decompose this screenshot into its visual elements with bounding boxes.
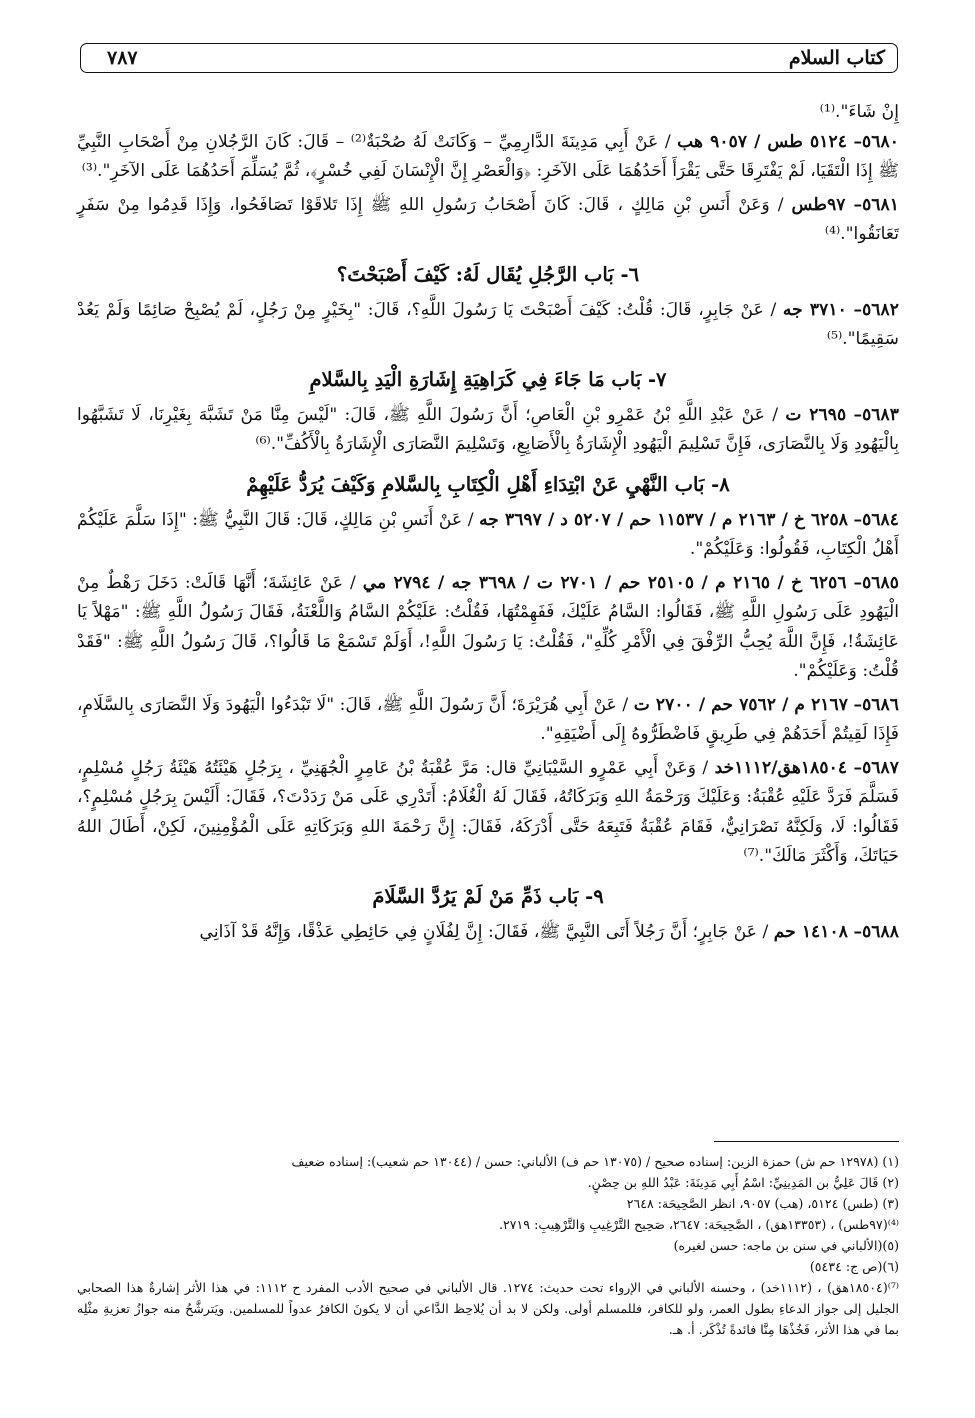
hadith-text: / وَعَنْ أَبِي عَمْرٍو السَّيْبَانِيِّ قال: مَرَّ عُقْبَةُ بْنُ عَامِرٍ الْجُهَنِيِّ ، بِرَجُلٍ هَيْئَتُهُ هَيْئَةُ رَجُلٍ مُسْلِمٍ، فَسَلَّمَ فَرَدَّ عَلَيْهِ عُقْبَةُ: وَعَلَيْكَ وَرَحْمَةُ اللهِ وَبَرَكَاتُهُ، فَقَالَ لَهُ الْغُلَامُ: أَتَدْرِي عَلَى مَنْ رَدَدْتَ؟، فَقَالَ: أَلَيْسَ بِرَجُلٍ مُسْلِمٍ؟، فَقَالُوا: لَا، وَلَكِنَّهُ نَصْرَانِيٌّ، فَقَامَ عُقْبَةُ فَتَبِعَهُ حَتَّى أَدْرَكَهُ، فَقَالَ: إِنَّ رَحْمَةَ اللهِ وَبَرَكَاتِهِ عَلَى الْمُؤْمِنِينَ، لَكِنْ، أَطَالَ اللهُ حَيَاتَكَ، وَأَكْثَرَ مَالَكَ".⁽⁷⁾ [77, 757, 899, 866]
hadith-number: ٥٦٨٧– [853, 757, 900, 778]
hadith-5688 [77, 918, 899, 948]
hadith-number: ٥٦٨٥– [853, 572, 899, 593]
footnote-number: (٥) [882, 1238, 899, 1253]
hadith-5682 [77, 296, 899, 355]
chapter-heading-6: ٦- بَاب الرَّجُلِ يُقَال لَهُ: كَيْفَ أَصْبَحْتَ؟ [336, 262, 640, 286]
hadith-text: / عَنْ جَابِرٍ؛ أَنَّ رَجُلاً أَتَى النَّبِيَّ ﷺ، فَقَالَ: إِنَّ لِفُلَانٍ فِي حَائِطِي عَذْقًا، وَإِنَّهُ قَدْ آذَانِي [199, 921, 769, 942]
hadith-refs: ٣٧١٠ جه [782, 299, 847, 320]
page-number: ٧٨٧ [107, 47, 138, 69]
footnote-4 [77, 1214, 899, 1235]
footnote-number: (٦) [882, 1259, 899, 1274]
hadith-text: / عَنْ أَنَسِ بْنِ مَالِكٍ، قَالَ: قَالَ النَّبِيُّ ﷺ: "إِذَا سَلَّمَ عَلَيْكُمْ أَهْلُ الْكِتَابِ، فَقُولُوا: وَعَلَيْكُمْ". [77, 509, 899, 559]
footnote-2 [77, 1172, 899, 1193]
hadith-refs: ٢١٦٧ م / ٧٥٦٢ حم / ٢٧٠٠ ت [633, 694, 848, 715]
hadith-5687 [77, 754, 899, 872]
hadith-number: ٥٦٨٣– [853, 404, 900, 425]
footnote-text: (طس) ٥١٢٤، (هب) ٩٠٥٧، انظر الصَّحِيحَة: ٢٦٤٨ [626, 1196, 879, 1211]
hadith-refs: ٦٢٥٨ خ / ٢١٦٣ م / ١١٥٣٧ حم / ٥٢٠٧ د / ٣٦٩٧ جه [479, 509, 848, 530]
footnote-text: (الألباني في سنن بن ماجه: حسن لغيره) [673, 1238, 883, 1253]
chapter-heading-7: ٧- بَاب مَا جَاءَ فِي كَرَاهِيَةِ إِشَارَةِ الْيَدِ بِالسَّلامِ [309, 367, 667, 391]
footnote-text: قَالَ عَلِيُّ بن المَدِينِيِّ: اسْمُ أَبِي مَدِينَةَ: عَبْدُ اللهِ بن حِصْنٍ. [587, 1175, 879, 1190]
footnote-5 [77, 1235, 899, 1256]
hadith-5684 [77, 506, 899, 565]
footnote-number: (٢) [882, 1175, 899, 1190]
hadith-number: ٥٦٨٦– [853, 694, 900, 715]
footnote-6 [77, 1256, 899, 1277]
hadith-text: / عَنْ عَائِشَةَ؛ أَنَّهَا قَالَتْ: دَخَلَ رَهْطٌ مِنْ الْيَهُودِ عَلَى رَسُولِ اللَّهِ ﷺ، فَقَالُوا: السَّامُ عَلَيْكَ، فَفَهِمْتُهَا، فَقُلْتُ: عَلَيْكُمْ السَّامُ وَاللَّعْنَةُ، فَقَالَ رَسُولُ اللَّهِ ﷺ: "مَهْلاً يَا عَائِشَةُ!، فَإِنَّ اللَّهَ يُحِبُّ الرِّفْقَ فِي الْأَمْرِ كُلِّهِ"، فَقُلْتُ: يَا رَسُولَ اللَّهِ!، أَوَلَمْ تَسْمَعْ مَا قَالُوا؟، قَالَ رَسُولُ اللَّهِ ﷺ: "فَقَدْ قُلْتُ: وَعَلَيْكُمْ". [77, 572, 899, 681]
hadith-5686 [77, 691, 899, 750]
hadith-text: / عَنْ جَابِرٍ، قَالَ: قُلْتُ: كَيْفَ أَصْبَحْتَ يَا رَسُولَ اللَّهِ؟، قَالَ: "بِخَيْرٍ مِنْ رَجُلٍ، لَمْ يُصْبِحْ صَائِمًا وَلَمْ يَعُدْ سَقِيمًا".⁽⁵⁾ [77, 299, 899, 349]
hadith-refs: ٦٢٥٦ خ / ٢١٦٥ م / ٢٥١٠٥ حم / ٢٧٠١ ت / ٣٦٩٨ جه / ٢٧٩٤ مي [362, 572, 847, 593]
hadith-5683 [77, 401, 899, 460]
footnote-number: ⁽⁷⁾ [887, 1280, 899, 1295]
hadith-text: / عَنْ عَبْدِ اللَّهِ بْنُ عَمْرِو بْنِ الْعَاصِ؛ أَنَّ رَسُولَ اللَّهِ ﷺ، قَالَ: "لَيْسَ مِنَّا مَنْ تَشَبَّهَ بِغَيْرِنَا، لَا تَشَبَّهُوا بِالْيَهُودِ وَلَا بِالنَّصَارَى، فَإِنَّ تَسْلِيمَ الْيَهُودِ الْإِشَارَةُ بِالْأَصَابِعِ، وَتَسْلِيمَ النَّصَارَى الْإِشَارَةُ بِالْأَكُفِّ".⁽⁶⁾ [77, 404, 899, 454]
hadith-refs: ١٨٥٠٤هق/١١١٢خد [714, 757, 848, 778]
chapter-heading-8: ٨- بَاب النَّهْيِ عَنْ ابْتِدَاءِ أَهْلِ الْكِتَابِ بِالسَّلامِ وَكَيْفَ يُرَدُّ عَلَيْهِمْ [246, 472, 730, 496]
page-header [80, 43, 898, 73]
hadith-5685 [77, 569, 899, 687]
hadith-number: ٥٦٨٤– [853, 509, 900, 530]
main-text [77, 98, 899, 947]
footnote-text: (١٨٥٠٤هق) ، (١١١٢خد) ، وحسنه الألباني في الإرواء تحت حديث: ١٢٧٤. قال الألباني في صحيح الأدب المفرد ح ١١١٢: في هذا الأثر إشارةٌ هذا الصحابي الجليل إلى جواز الدعاءِ بطول العمر، ولو للكافر، فللمسلم أولى. ولكن لا بد أن يُلاحِظ الدَّاعي أن لا يكونَ الكافرُ عدواً للمسلمين. ويَترشَّحُ منه جوازُ تعزيةِ مثْلِه بما في هذا الأثر، فَخُذْهَا مِنَّا فائدةً تُذْكَر. أ. هـ. [77, 1280, 899, 1337]
footnote-number: (٣) [882, 1196, 899, 1211]
hadith-text: / عَنْ أَبِي هُرَيْرَةَ؛ أَنَّ رَسُولَ اللَّهِ ﷺ، قَالَ: "لَا تَبْدَءُوا الْيَهُودَ وَلَا النَّصَارَى بِالسَّلَامِ، فَإِذَا لَقِيتُمْ أَحَدَهُمْ فِي طَرِيقٍ فَاضْطَرُّوهُ إِلَى أَضْيَقِهِ". [77, 694, 899, 744]
footnote-7 [77, 1277, 899, 1340]
footnote-3 [77, 1193, 899, 1214]
footnote-text: (٩٧طس) ، (١٣٣٥٣هق) ، الصَّحِيحَة: ٢٦٤٧، صَحِيح التَّرْغِيبِ وَالتَّرْهِيبِ: ٢٧١٩. [499, 1217, 888, 1232]
hadith-text: / عَنْ أَبِي مَدِينَةَ الدَّارِمِيِّ – وَكَانَتْ لَهُ صُحْبَةٌ⁽²⁾ – قَالَ: كَانَ الرَّجُلانِ مِنْ أَصْحَابِ النَّبِيِّ ﷺ إِذَا الْتَقَيَا، لَمْ يَفْتَرِقَا حَتَّى يَقْرَأَ أَحَدُهُمَا عَلَى الآخَرِ: ﴿وَالْعَصْرِ إِنَّ الْإِنْسَانَ لَفِي خُسْرٍ﴾، ثُمَّ يُسَلِّمَ أَحَدُهُمَا عَلَى الآخَرِ".⁽³⁾ [77, 131, 899, 181]
hadith-5681 [77, 191, 899, 250]
footnote-text: (ص ج: ٥٤٣٤) [809, 1259, 883, 1274]
hadith-number: ٥٦٨٠– [853, 131, 899, 152]
chapter-heading-9: ٩- بَاب ذَمِّ مَنْ لَمْ يَرُدَّ السَّلَامَ [372, 884, 604, 908]
footnote-number: ⁽⁴⁾ [887, 1217, 899, 1232]
footnotes [77, 1151, 899, 1340]
footnote-1 [77, 1151, 899, 1172]
intro-line: إِنْ شَاءَ".⁽¹⁾ [819, 102, 899, 122]
hadith-refs: ٢٦٩٥ ت [785, 404, 847, 425]
hadith-refs: ٩٧طس [791, 194, 846, 215]
hadith-number: ٥٦٨٨– [853, 921, 899, 942]
hadith-number: ٥٦٨٢– [853, 299, 900, 320]
hadith-number: ٥٦٨١– [853, 194, 900, 215]
footnote-number: (١) [882, 1154, 899, 1169]
footnote-separator [714, 1141, 899, 1142]
footnote-text: (١٢٩٧٨ حم ش) حمزة الزين: إسناده صحيح / (١٣٠٧٥ حم ف) الألباني: حسن / (١٣٠٤٤ حم شعيب): إسناده ضعيف [291, 1154, 879, 1169]
hadith-text: / وَعَنْ أَنَسِ بْنِ مَالِكٍ ، قَالَ: كَانَ أَصْحَابُ رَسُولِ اللهِ ﷺ إِذَا تَلاقَوْا تَصَافَحُوا، وَإِذَا قَدِمُوا مِنْ سَفَرٍ تَعَانَقُوا".⁽⁴⁾ [77, 194, 899, 244]
hadith-refs: ٥١٢٤ طس / ٩٠٥٧ هب [677, 131, 847, 152]
hadith-refs: ١٤١٠٨ حم [773, 921, 848, 942]
hadith-5680 [77, 128, 899, 187]
book-title: كتاب السلام [788, 47, 885, 69]
